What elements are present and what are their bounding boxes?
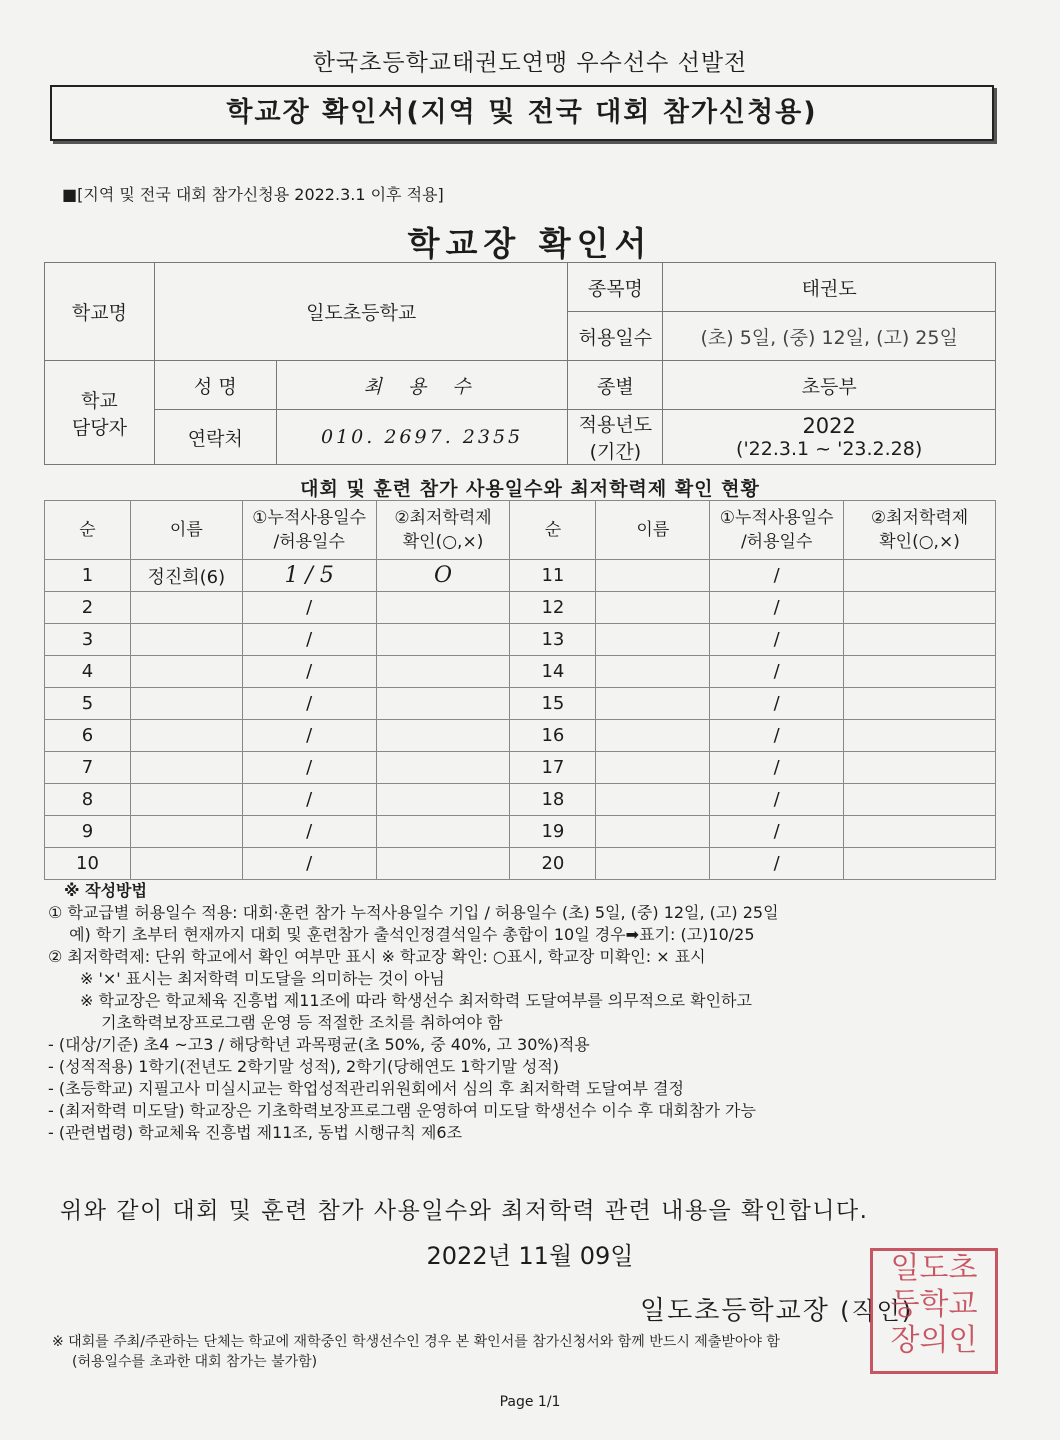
row-no-left: 4 xyxy=(45,656,131,688)
footer-line-2: (허용일수를 초과한 대회 참가는 불가함) xyxy=(72,1354,318,1370)
row-no-left: 5 xyxy=(45,688,131,720)
roster-body xyxy=(45,560,996,880)
row-no-right: 14 xyxy=(510,656,596,688)
organization-title: 한국초등학교태권도연맹 우수선수 선발전 xyxy=(312,50,748,76)
method-line: - (최저학력 미도달) 학교장은 기초학력보장프로그램 운영하여 미도달 학생선수 이수 후 대회참가 가능 xyxy=(48,1101,756,1120)
row-days-left: / xyxy=(242,624,376,656)
col-days-right-line-1: ①누적사용일수 xyxy=(719,508,834,528)
info-table xyxy=(44,262,996,465)
row-name-right xyxy=(596,560,710,592)
contact-value: 010. 2697. 2355 xyxy=(276,410,568,465)
year-label-line-1: 적용년도 xyxy=(578,414,653,436)
sport-value: 태권도 xyxy=(663,263,996,312)
row-days-right: / xyxy=(710,848,844,880)
row-check-left xyxy=(376,752,510,784)
col-days-left xyxy=(242,501,376,560)
row-check-left xyxy=(376,784,510,816)
method-line: ※ '×' 표시는 최저학력 미도달을 의미하는 것이 아님 xyxy=(48,969,445,988)
row-check-left xyxy=(376,720,510,752)
row-name-left xyxy=(130,624,242,656)
row-days-left: / xyxy=(242,656,376,688)
row-days-left: 1 / 5 xyxy=(242,560,376,592)
row-name-right xyxy=(596,720,710,752)
row-days-right: / xyxy=(710,784,844,816)
footer-line-1: ※ 대회를 주최/주관하는 단체는 학교에 재학중인 학생선수인 경우 본 확인서를 참가신청서와 함께 반드시 제출받아야 함 xyxy=(52,1334,780,1350)
seal-text: (직인) xyxy=(840,1297,914,1325)
row-check-left xyxy=(376,816,510,848)
row-name-left xyxy=(130,816,242,848)
section-title: 대회 및 훈련 참가 사용일수와 최저학력제 확인 현황 xyxy=(300,478,760,500)
row-days-right: / xyxy=(710,592,844,624)
allowed-days-label: 허용일수 xyxy=(568,312,663,361)
col-check-right-line-1: ②최저학력제 xyxy=(870,508,969,528)
row-name-right xyxy=(596,752,710,784)
method-lines xyxy=(48,902,1008,1144)
row-check-right xyxy=(844,720,996,752)
method-heading: ※ 작성방법 xyxy=(64,881,147,900)
row-check-right xyxy=(844,624,996,656)
seal-line-2: 등학교 xyxy=(890,1287,978,1322)
allowed-days-value: (초) 5일, (중) 12일, (고) 25일 xyxy=(663,312,996,361)
table-row xyxy=(45,688,996,720)
principal-name: 일도초등학교장 xyxy=(640,1296,830,1326)
period-value: ('22.3.1 ~ '23.2.28) xyxy=(736,438,923,460)
row-check-left xyxy=(376,848,510,880)
issue-date: 2022년 11월 09일 xyxy=(426,1242,634,1270)
row-name-right xyxy=(596,688,710,720)
table-row xyxy=(45,752,996,784)
row-name-left xyxy=(130,592,242,624)
row-days-left: / xyxy=(242,816,376,848)
year-cell xyxy=(663,410,996,465)
method-line: 기초학력보장프로그램 운영 등 적절한 조치를 취하여야 함 xyxy=(48,1013,503,1032)
row-no-right: 11 xyxy=(510,560,596,592)
method-line: - (대상/기준) 초4 ~고3 / 해당학년 과목평균(초 50%, 중 40%, 고 30%)적용 xyxy=(48,1035,590,1054)
school-label: 학교명 xyxy=(45,263,155,361)
row-name-left: 정진희(6) xyxy=(130,560,242,592)
seal-line-1: 일도초 xyxy=(890,1251,978,1286)
row-name-right xyxy=(596,848,710,880)
page-number: Page 1/1 xyxy=(499,1394,561,1410)
row-days-right: / xyxy=(710,624,844,656)
col-check-left-line-2: 확인(○,×) xyxy=(402,532,484,552)
row-days-left: / xyxy=(242,720,376,752)
table-row xyxy=(45,720,996,752)
table-row xyxy=(45,816,996,848)
row-name-right xyxy=(596,592,710,624)
row-days-left: / xyxy=(242,592,376,624)
row-no-left: 9 xyxy=(45,816,131,848)
row-check-left xyxy=(376,656,510,688)
row-days-right: / xyxy=(710,752,844,784)
sport-label: 종목명 xyxy=(568,263,663,312)
method-line: 예) 학기 초부터 현재까지 대회 및 훈련참가 출석인정결석일수 총합이 10일 경우➡표기: (고)10/25 xyxy=(48,925,755,944)
col-check-left xyxy=(376,501,510,560)
row-check-left xyxy=(376,592,510,624)
table-row xyxy=(45,848,996,880)
col-no-right: 순 xyxy=(510,501,596,560)
table-row xyxy=(45,656,996,688)
row-name-left xyxy=(130,688,242,720)
row-days-left: / xyxy=(242,848,376,880)
name-value: 최 용 수 xyxy=(276,361,568,410)
staff-label xyxy=(45,361,155,465)
col-check-right-line-2: 확인(○,×) xyxy=(879,532,960,552)
col-days-right-line-2: /허용일수 xyxy=(740,532,813,552)
method-line: - (성적적용) 1학기(전년도 2학기말 성적), 2학기(당해연도 1학기말 성적) xyxy=(48,1057,560,1076)
row-check-right xyxy=(844,592,996,624)
table-row xyxy=(45,560,996,592)
row-no-right: 12 xyxy=(510,592,596,624)
staff-label-line-2: 담당자 xyxy=(71,416,127,439)
col-name-left: 이름 xyxy=(130,501,242,560)
contact-label: 연락처 xyxy=(154,410,276,465)
roster-table xyxy=(44,500,996,880)
row-no-right: 16 xyxy=(510,720,596,752)
row-no-right: 18 xyxy=(510,784,596,816)
method-line: ② 최저학력제: 단위 학교에서 확인 여부만 표시 ※ 학교장 확인: ○표시, 학교장 미확인: × 표시 xyxy=(48,947,706,966)
table-row xyxy=(45,624,996,656)
method-line: - (초등학교) 지필고사 미실시교는 학업성적관리위원회에서 심의 후 최저학력 도달여부 결정 xyxy=(48,1079,684,1098)
applicability-note: ■[지역 및 전국 대회 참가신청용 2022.3.1 이후 적용] xyxy=(62,185,444,204)
row-no-left: 8 xyxy=(45,784,131,816)
row-no-left: 7 xyxy=(45,752,131,784)
row-check-left xyxy=(376,688,510,720)
row-name-left xyxy=(130,752,242,784)
col-no-left: 순 xyxy=(45,501,131,560)
row-no-right: 13 xyxy=(510,624,596,656)
row-days-left: / xyxy=(242,752,376,784)
year-label xyxy=(568,410,663,465)
row-no-left: 6 xyxy=(45,720,131,752)
row-name-right xyxy=(596,816,710,848)
row-days-left: / xyxy=(242,784,376,816)
row-days-left: / xyxy=(242,688,376,720)
row-no-right: 17 xyxy=(510,752,596,784)
table-row xyxy=(45,592,996,624)
method-line: - (관련법령) 학교체육 진흥법 제11조, 동법 시행규칙 제6조 xyxy=(48,1123,463,1142)
method-line: ① 학교급별 허용일수 적용: 대회·훈련 참가 누적사용일수 기입 / 허용일수 (초) 5일, (중) 12일, (고) 25일 xyxy=(48,903,779,922)
row-no-left: 2 xyxy=(45,592,131,624)
confirmation-statement: 위와 같이 대회 및 훈련 참가 사용일수와 최저학력 관련 내용을 확인합니다. xyxy=(60,1198,869,1224)
footer-note xyxy=(52,1332,1002,1372)
year-value: 2022 xyxy=(802,414,856,438)
seal-line-3: 장의인 xyxy=(890,1323,978,1358)
table-row xyxy=(45,784,996,816)
staff-label-line-1: 학교 xyxy=(81,389,118,412)
row-check-left xyxy=(376,624,510,656)
row-no-left: 10 xyxy=(45,848,131,880)
col-days-right xyxy=(710,501,844,560)
col-days-left-line-2: /허용일수 xyxy=(273,532,345,552)
row-check-right xyxy=(844,752,996,784)
row-no-right: 19 xyxy=(510,816,596,848)
row-name-left xyxy=(130,720,242,752)
row-check-right xyxy=(844,816,996,848)
school-value: 일도초등학교 xyxy=(154,263,568,361)
col-days-left-line-1: ①누적사용일수 xyxy=(252,508,367,528)
row-days-right: / xyxy=(710,656,844,688)
row-name-right xyxy=(596,624,710,656)
year-label-line-2: (기간) xyxy=(589,441,642,463)
row-no-right: 20 xyxy=(510,848,596,880)
col-check-right xyxy=(844,501,996,560)
row-name-right xyxy=(596,784,710,816)
row-check-right xyxy=(844,688,996,720)
col-name-right: 이름 xyxy=(596,501,710,560)
row-days-right: / xyxy=(710,816,844,848)
row-days-right: / xyxy=(710,688,844,720)
division-label: 종별 xyxy=(568,361,663,410)
form-title: 학교장 확인서 xyxy=(407,224,653,263)
row-days-right: / xyxy=(710,560,844,592)
row-name-left xyxy=(130,784,242,816)
writing-method xyxy=(48,880,1008,1144)
row-check-right xyxy=(844,784,996,816)
col-check-left-line-1: ②최저학력제 xyxy=(394,508,492,528)
row-name-left xyxy=(130,656,242,688)
row-check-right xyxy=(844,560,996,592)
name-label: 성 명 xyxy=(154,361,276,410)
division-value: 초등부 xyxy=(663,361,996,410)
row-no-right: 15 xyxy=(510,688,596,720)
row-no-left: 1 xyxy=(45,560,131,592)
row-check-right xyxy=(844,656,996,688)
row-check-right xyxy=(844,848,996,880)
method-line: ※ 학교장은 학교체육 진흥법 제11조에 따라 학생선수 최저학력 도달여부를 의무적으로 확인하고 xyxy=(48,991,752,1010)
row-no-left: 3 xyxy=(45,624,131,656)
row-name-left xyxy=(130,848,242,880)
document-title-box: 학교장 확인서(지역 및 전국 대회 참가신청용) xyxy=(50,85,994,141)
row-name-right xyxy=(596,656,710,688)
row-days-right: / xyxy=(710,720,844,752)
row-check-left: O xyxy=(376,560,510,592)
